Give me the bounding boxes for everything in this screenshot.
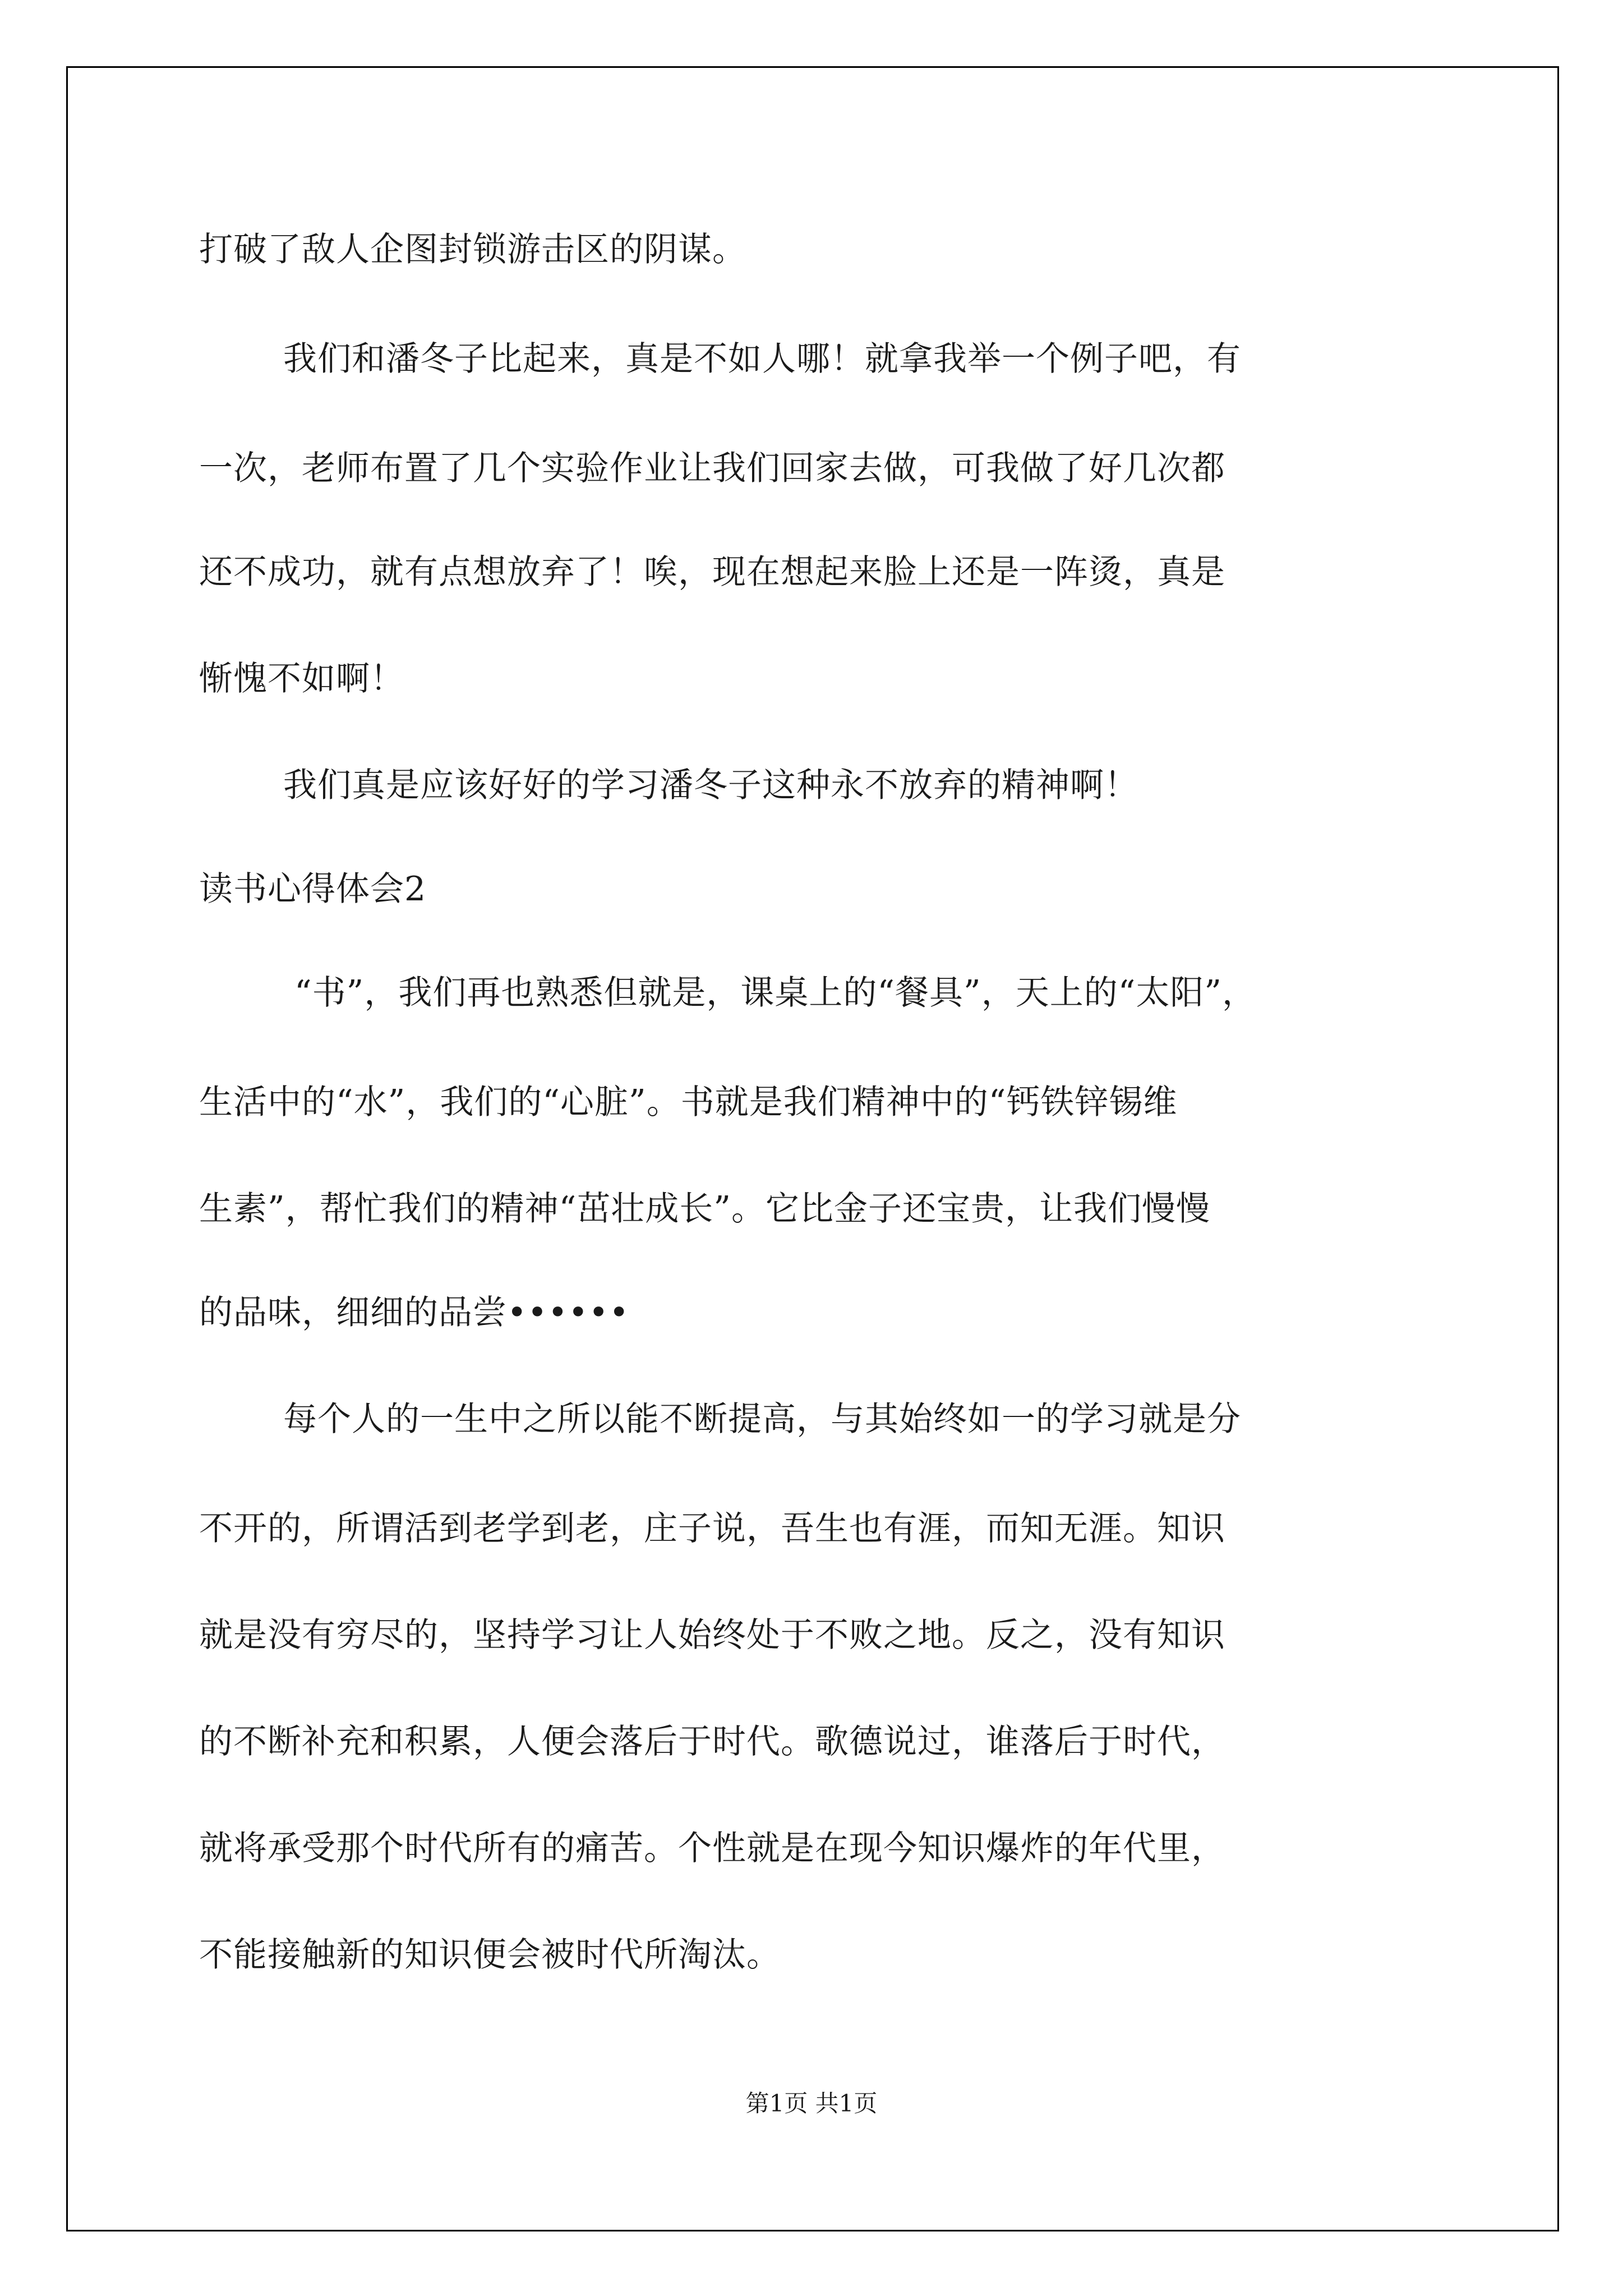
paragraph-line: 不开的，所谓活到老学到老，庄子说，吾生也有涯，而知无涯。知识 <box>199 1509 1225 1548</box>
page-footer: 第1页 共1页 <box>745 2090 878 2117</box>
paragraph-line: “书”，我们再也熟悉但就是，课桌上的“餐具”，天上的“太阳”， <box>294 973 1257 1013</box>
paragraph-line: 的品味，细细的品尝•••••• <box>199 1293 630 1332</box>
paragraph-line: 惭愧不如啊！ <box>199 659 404 698</box>
paragraph-line: 生活中的“水”，我们的“心脏”。书就是我们精神中的“钙铁锌锡维 <box>199 1083 1178 1122</box>
paragraph-line: 还不成功，就有点想放弃了！唉，现在想起来脸上还是一阵烫，真是 <box>199 553 1225 592</box>
paragraph-line: 就将承受那个时代所有的痛苦。个性就是在现今知识爆炸的年代里， <box>199 1829 1225 1868</box>
paragraph-line: 每个人的一生中之所以能不断提高，与其始终如一的学习就是分 <box>283 1400 1241 1439</box>
paragraph-line: 我们真是应该好好的学习潘冬子这种永不放弃的精神啊！ <box>283 766 1138 805</box>
section-heading: 读书心得体会2 <box>199 869 427 909</box>
paragraph-line: 打破了敌人企图封锁游击区的阴谋。 <box>199 230 746 269</box>
paragraph-line: 一次，老师布置了几个实验作业让我们回家去做，可我做了好几次都 <box>199 449 1225 488</box>
paragraph-line: 我们和潘冬子比起来，真是不如人哪！就拿我举一个例子吧，有 <box>283 339 1241 379</box>
paragraph-line: 生素”，帮忙我们的精神“茁壮成长”。它比金子还宝贵，让我们慢慢 <box>199 1189 1211 1228</box>
paragraph-line: 的不断补充和积累，人便会落后于时代。歌德说过，谁落后于时代， <box>199 1722 1225 1761</box>
paragraph-line: 就是没有穷尽的，坚持学习让人始终处于不败之地。反之，没有知识 <box>199 1616 1225 1655</box>
paragraph-line: 不能接触新的知识便会被时代所淘汰。 <box>199 1935 781 1975</box>
page-border <box>66 66 1559 2231</box>
